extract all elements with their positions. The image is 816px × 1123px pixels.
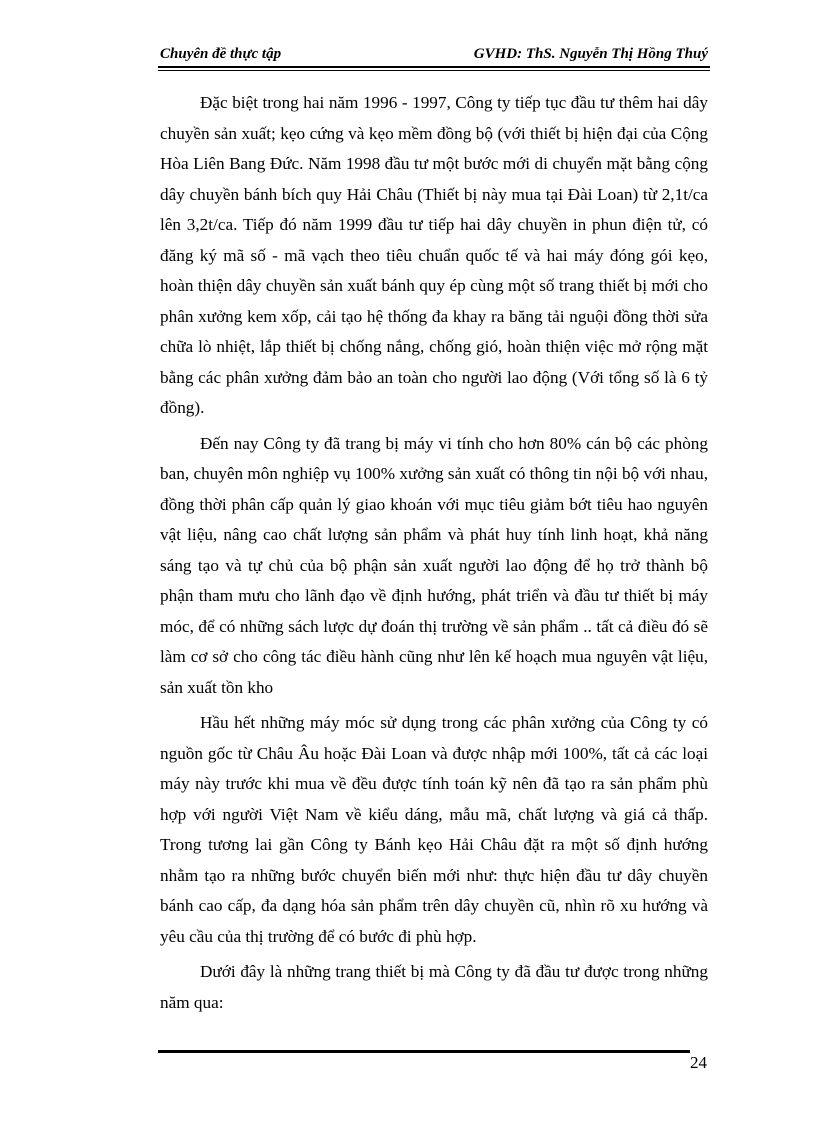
page-number: 24 bbox=[690, 1053, 707, 1072]
paragraph-investment-1996-1999: Đặc biệt trong hai năm 1996 - 1997, Công ty tiếp tục đầu tư thêm hai dây chuyền sản xuất; kẹo cứng và kẹo mềm đồng bộ (với thiết bị hiện đại của Cộng Hòa Liên Bang Đức. Năm 1998 đầu tư một bước mới di chuyển mặt bằng cộng dây chuyền bánh bích quy Hải Châu (Thiết bị này mua tại Đài Loan) từ 2,1t/ca lên 3,2t/ca. Tiếp đó năm 1999 đầu tư tiếp hai dây chuyền in phun điện tử, có đăng ký mã số - mã vạch theo tiêu chuẩn quốc tế và hai máy đóng gói kẹo, hoàn thiện dây chuyền sản xuất bánh quy ép cùng một số trang thiết bị mới cho phân xưởng kem xốp, cải tạo hệ thống đa khay ra băng tải nguội đồng thời sửa chữa lò nhiệt, lắp thiết bị chống nắng, chống gió, hoàn thiện việc mở rộng mặt bằng các phân xưởng đảm bảo an toàn cho người lao động (Với tổng số là 6 tỷ đồng). bbox=[160, 93, 708, 417]
footer-divider bbox=[158, 1050, 690, 1053]
page-header bbox=[160, 46, 708, 68]
body-text bbox=[160, 88, 708, 1023]
paragraph-machinery-origin: Hầu hết những máy móc sử dụng trong các phân xưởng của Công ty có nguồn gốc từ Châu Âu hoặc Đài Loan và được nhập mới 100%, tất cả các loại máy này trước khi mua về đều được tính toán kỹ nên đã tạo ra sản phẩm phù hợp với người Việt Nam về kiểu dáng, mẫu mã, chất lượng và giá cả thấp. Trong tương lai gần Công ty Bánh kẹo Hải Châu đặt ra một số định hướng nhằm tạo ra những bước chuyển biến mới như: thực hiện đầu tư dây chuyền bánh cao cấp, đa dạng hóa sản phẩm trên dây chuyền cũ, nhìn rõ xu hướng và yêu cầu của thị trường để có bước đi phù hợp. bbox=[160, 713, 708, 946]
paragraph-equipment-intro: Dưới đây là những trang thiết bị mà Công ty đã đầu tư được trong những năm qua: bbox=[160, 962, 708, 1012]
header-supervisor: GVHD: ThS. Nguyễn Thị Hồng Thuý bbox=[473, 46, 708, 62]
header-document-title: Chuyên đề thực tập bbox=[160, 46, 282, 62]
header-divider bbox=[158, 66, 710, 71]
paragraph-computerization: Đến nay Công ty đã trang bị máy vi tính cho hơn 80% cán bộ các phòng ban, chuyên môn nghiệp vụ 100% xưởng sản xuất có thông tin nội bộ với nhau, đồng thời phân cấp quản lý giao khoán với mục tiêu giảm bớt tiêu hao nguyên vật liệu, nâng cao chất lượng sản phẩm và phát huy tính linh hoạt, khả năng sáng tạo và tự chủ của bộ phận sản xuất người lao động để họ trở thành bộ phận tham mưu cho lãnh đạo về định hướng, phát triển và đầu tư thiết bị máy móc, để có những sách lược dự đoán thị trường về sản phẩm .. tất cả điều đó sẽ làm cơ sở cho công tác điều hành cũng như lên kế hoạch mua nguyên vật liệu, sản xuất tồn kho bbox=[160, 433, 708, 697]
